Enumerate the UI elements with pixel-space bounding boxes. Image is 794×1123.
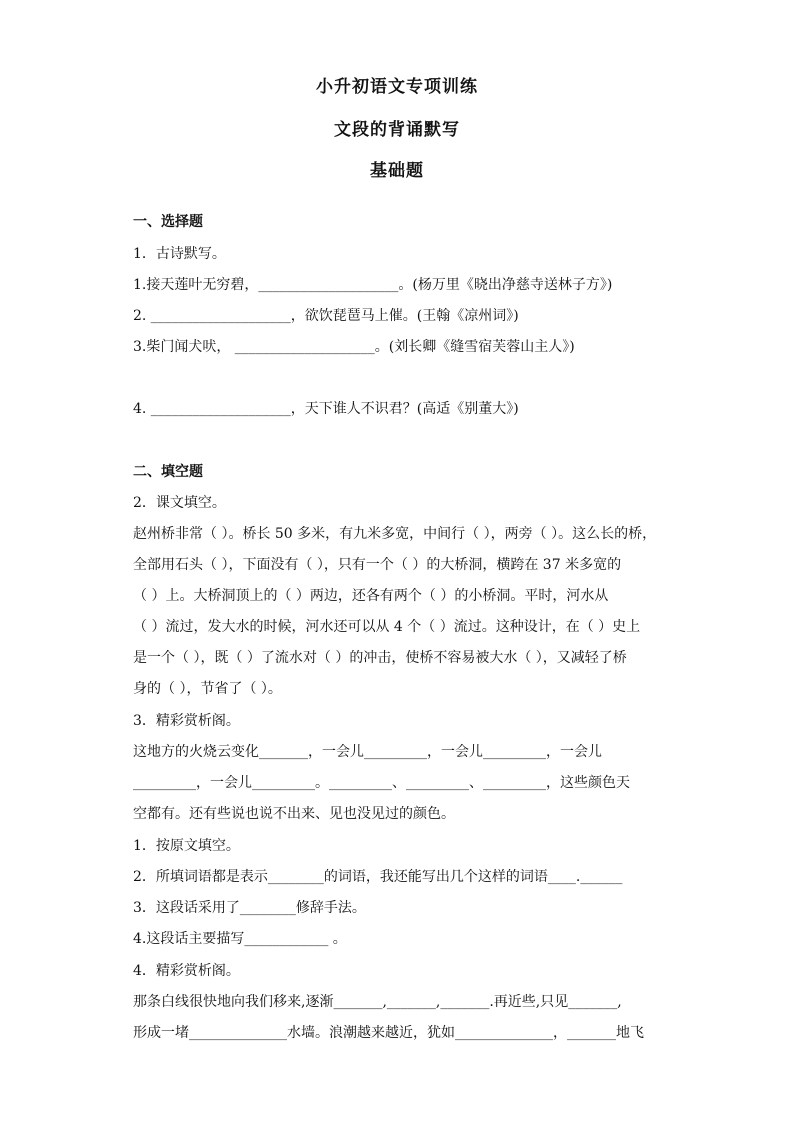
sub-question: 2．所填词语都是表示________的词语，我还能写出几个这样的词语____.______: [133, 869, 623, 885]
poem-item-1: 1.接天莲叶无穷碧，____________________。(杨万里《晓出净慈寺送林子方》): [133, 277, 613, 293]
passage-line: 形成一堵______________水墙。浪潮越来越近，犹如______________，_______地飞: [133, 1025, 644, 1041]
passage-line: （ ）上。大桥洞顶上的（ ）两边，还各有两个（ ）的小桥洞。平时，河水从: [133, 588, 609, 604]
question-4-label: 4．精彩赏析阁。: [133, 963, 240, 979]
section-heading-fill: 二、填空题: [133, 464, 203, 480]
sub-question: 4.这段话主要描写____________ 。: [133, 931, 347, 947]
question-3-label: 3．精彩赏析阁。: [133, 713, 240, 729]
passage-line: _________，一会儿_________。_________、_________、_________，这些颜色天: [133, 775, 630, 791]
difficulty-title: 基础题: [370, 161, 424, 181]
section-heading-choice: 一、选择题: [133, 214, 203, 230]
passage-line: 全部用石头（ ），下面没有（ ），只有一个（ ）的大桥洞，横跨在 37 米多宽的: [133, 557, 622, 573]
passage-line: 那条白线很快地向我们移来,逐渐_______,_______,_______.再近些,只见_______,: [133, 994, 622, 1010]
poem-item-3: 3.柴门闻犬吠， ____________________。(刘长卿《缝雪宿芙蓉山主人》): [133, 339, 575, 355]
poem-item-2: 2. ____________________，欲饮琵琶马上催。(王翰《凉州词》): [133, 308, 519, 324]
sub-question: 1．按原文填空。: [133, 838, 240, 854]
poem-item-4: 4. ____________________，天下谁人不识君？(高适《别董大》): [133, 401, 519, 417]
main-title: 小升初语文专项训练: [316, 77, 478, 97]
passage-line: 是一个（ ），既（ ）了流水对（ ）的冲击，使桥不容易被大水（ ），又减轻了桥: [133, 650, 627, 666]
passage-line: （ ）流过，发大水的时候，河水还可以从 4 个（ ）流过。这种设计，在（ ）史上: [133, 619, 641, 635]
subtitle: 文段的背诵默写: [334, 120, 460, 140]
question-1-label: 1．古诗默写。: [133, 246, 226, 262]
passage-line: 赵州桥非常（ ）。桥长 50 多米，有九米多宽，中间行（ ），两旁（ ）。这么长的桥，: [133, 526, 657, 542]
passage-line: 这地方的火烧云变化_______，一会儿_________，一会儿_________，一会儿: [133, 744, 602, 760]
sub-question: 3．这段话采用了________修辞手法。: [133, 900, 366, 916]
passage-line: 空都有。还有些说也说不出来、见也没见过的颜色。: [133, 806, 455, 822]
question-2-label: 2．课文填空。: [133, 495, 226, 511]
passage-line: 身的（ ），节省了（ ）。: [133, 681, 282, 697]
